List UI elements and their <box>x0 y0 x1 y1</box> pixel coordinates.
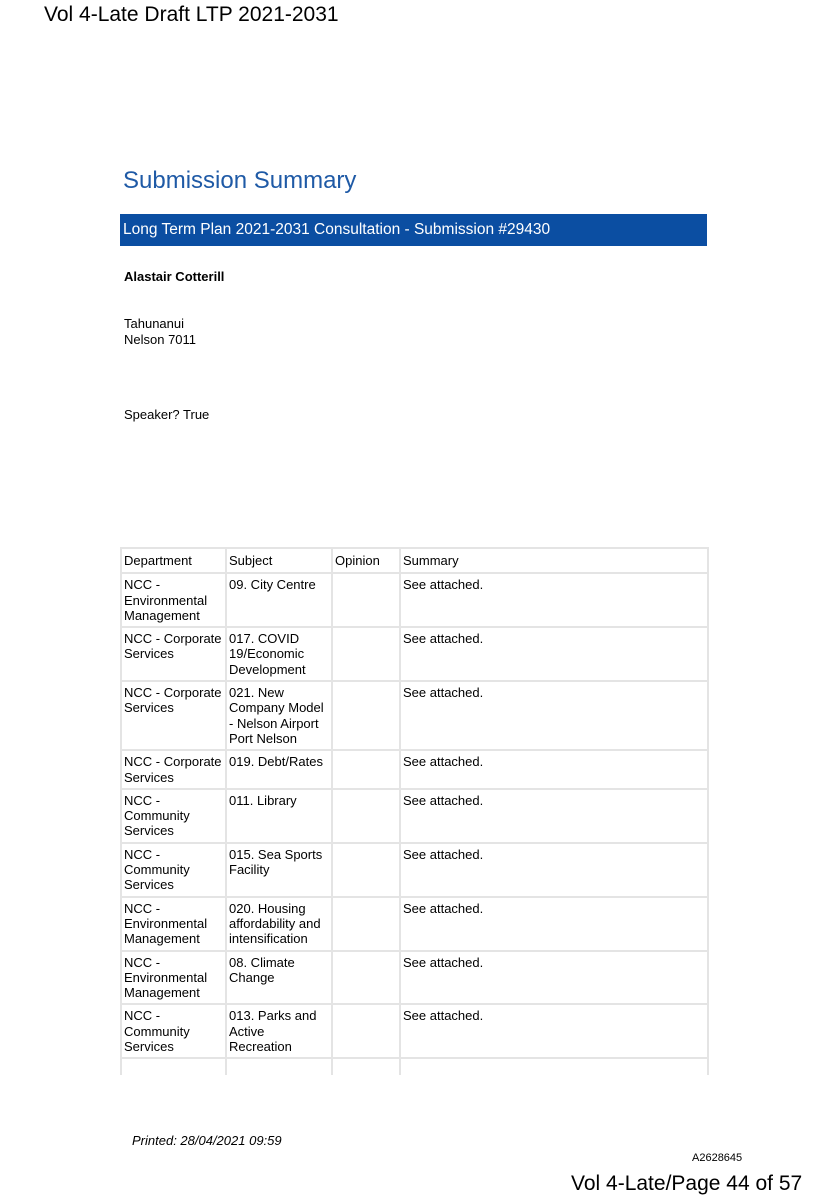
header-subject: Subject <box>226 548 332 573</box>
submitter-name: Alastair Cotterill <box>124 269 225 284</box>
table-row <box>121 681 708 750</box>
opinion-cell <box>332 843 400 897</box>
speaker-flag: Speaker? True <box>124 407 210 422</box>
opinion-cell <box>332 789 400 843</box>
printed-timestamp: Printed: 28/04/2021 09:59 <box>132 1133 282 1148</box>
address-line-2: Nelson 7011 <box>124 331 197 347</box>
table-row <box>121 951 708 1005</box>
address-line-1: Tahunanui <box>124 316 184 331</box>
table-row <box>121 1004 708 1058</box>
tail-cell <box>332 1058 400 1075</box>
department-cell: NCC - Corporate Services <box>121 681 226 750</box>
department-cell: NCC - Environmental Management <box>121 897 226 951</box>
header-department: Department <box>121 548 226 573</box>
department-cell: NCC - Community Services <box>121 1004 226 1058</box>
tail-cell <box>121 1058 226 1075</box>
opinion-cell <box>332 897 400 951</box>
table-row <box>121 573 708 627</box>
table-row <box>121 750 708 789</box>
summary-cell: See attached. <box>400 750 708 789</box>
page-title: Submission Summary <box>123 167 357 194</box>
department-cell: NCC - Corporate Services <box>121 627 226 681</box>
summary-cell: See attached. <box>400 681 708 750</box>
summary-cell: See attached. <box>400 897 708 951</box>
subject-cell: 015. Sea Sports Facility <box>226 843 332 897</box>
tail-cell <box>400 1058 708 1075</box>
table-tail-row <box>121 1058 708 1075</box>
tail-cell <box>226 1058 332 1075</box>
subject-cell: 019. Debt/Rates <box>226 750 332 789</box>
volume-header: Vol 4-Late Draft LTP 2021-2031 <box>44 3 339 26</box>
submission-banner <box>120 214 707 246</box>
summary-cell: See attached. <box>400 843 708 897</box>
subject-cell: 08. Climate Change <box>226 951 332 1005</box>
submission-table <box>120 547 709 1075</box>
department-cell: NCC - Environmental Management <box>121 951 226 1005</box>
table-row <box>121 627 708 681</box>
summary-cell: See attached. <box>400 627 708 681</box>
department-cell: NCC - Community Services <box>121 843 226 897</box>
opinion-cell <box>332 1004 400 1058</box>
department-cell: NCC - Community Services <box>121 789 226 843</box>
table-row <box>121 897 708 951</box>
summary-cell: See attached. <box>400 573 708 627</box>
table-header-row <box>121 548 708 573</box>
subject-cell: 021. New Company Model - Nelson Airport Port Nelson <box>226 681 332 750</box>
submission-banner-text: Long Term Plan 2021-2031 Consultation - Submission #29430 <box>123 221 551 238</box>
table-row <box>121 843 708 897</box>
summary-cell: See attached. <box>400 1004 708 1058</box>
page-footer: Vol 4-Late/Page 44 of 57 <box>571 1172 803 1195</box>
opinion-cell <box>332 681 400 750</box>
subject-cell: 017. COVID 19/Economic Development <box>226 627 332 681</box>
subject-cell: 011. Library <box>226 789 332 843</box>
department-cell: NCC - Environmental Management <box>121 573 226 627</box>
header-opinion: Opinion <box>332 548 400 573</box>
summary-cell: See attached. <box>400 789 708 843</box>
subject-cell: 09. City Centre <box>226 573 332 627</box>
summary-cell: See attached. <box>400 951 708 1005</box>
table-row <box>121 789 708 843</box>
opinion-cell <box>332 951 400 1005</box>
opinion-cell <box>332 573 400 627</box>
opinion-cell <box>332 750 400 789</box>
department-cell: NCC - Corporate Services <box>121 750 226 789</box>
subject-cell: 013. Parks and Active Recreation <box>226 1004 332 1058</box>
submitter-address <box>124 316 196 347</box>
opinion-cell <box>332 627 400 681</box>
subject-cell: 020. Housing affordability and intensification <box>226 897 332 951</box>
header-summary: Summary <box>400 548 708 573</box>
document-id: A2628645 <box>692 1152 743 1164</box>
